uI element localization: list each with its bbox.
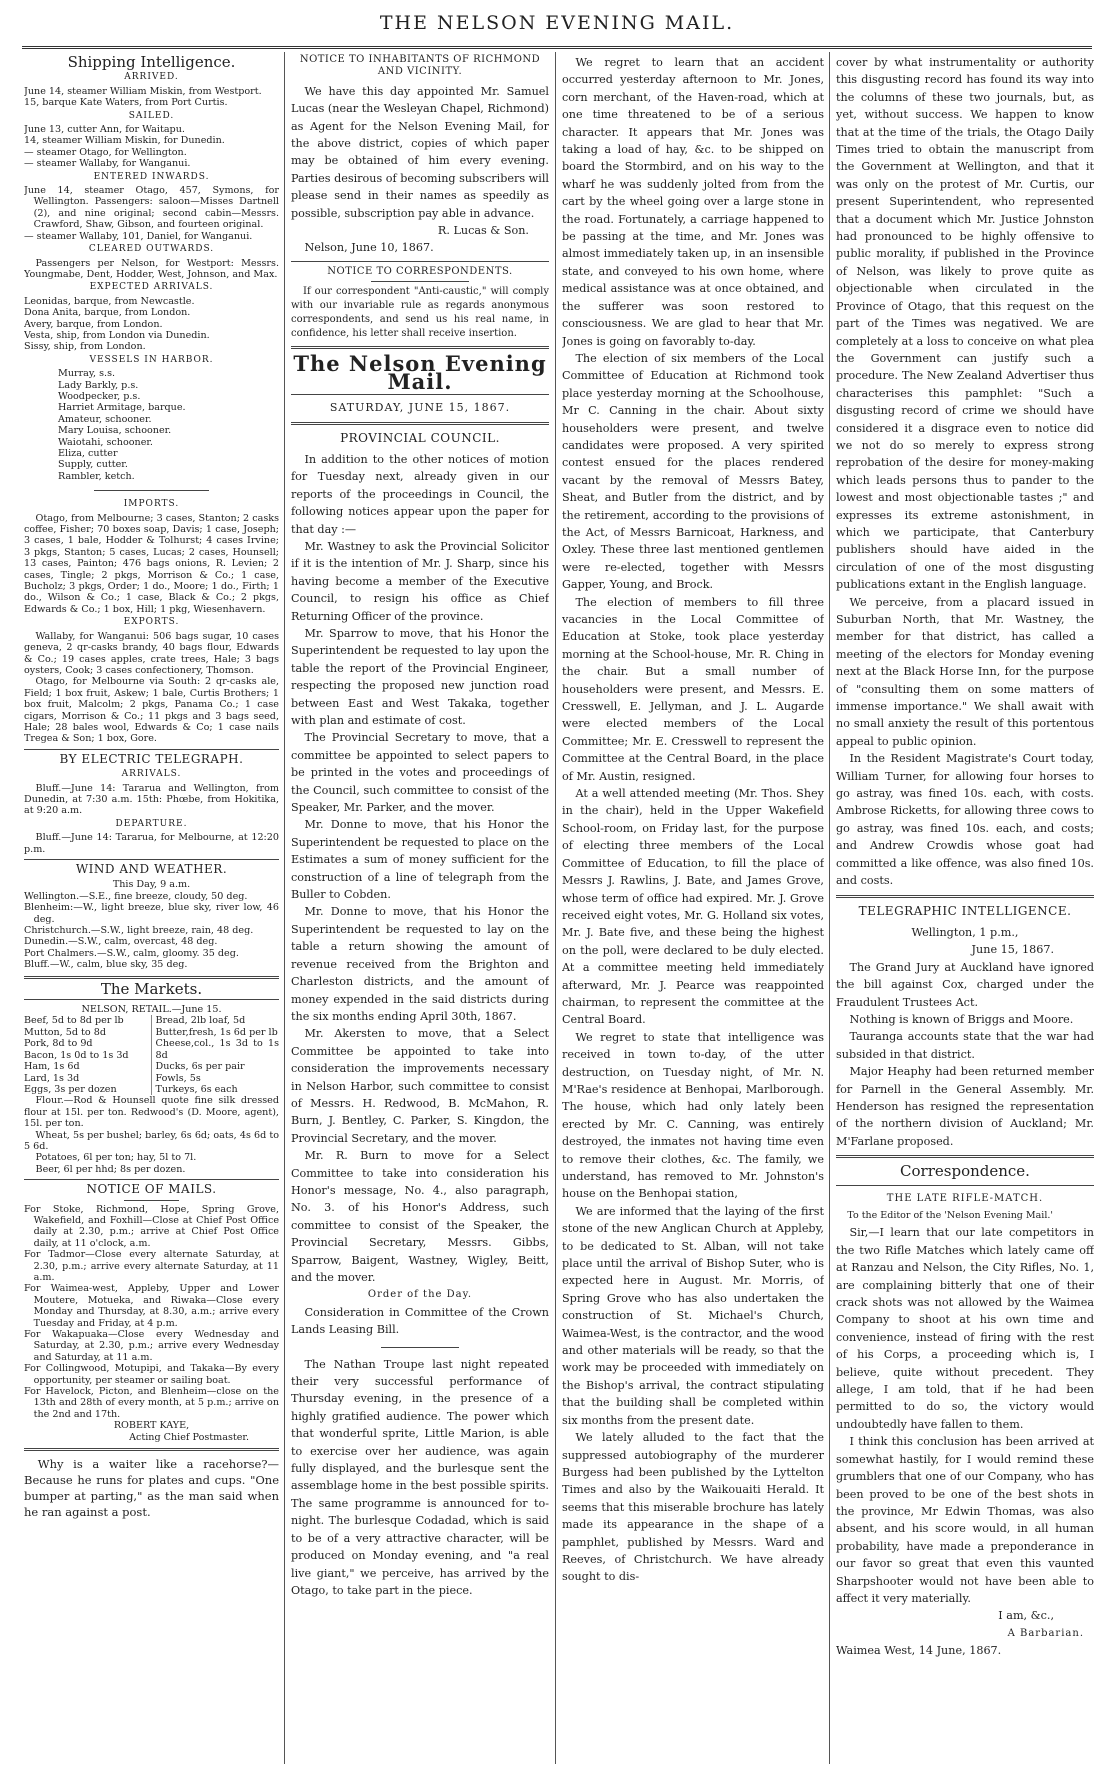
tel-arrivals: Bluff.—June 14: Tararua and Wellington, from Dunedin, at 7:30 a.m. 15th: Phœbe, from Hokitika, at 9:20 a.m.	[24, 782, 279, 817]
weather-item: Dunedin.—S.W., calm, overcast, 48 deg.	[24, 936, 218, 948]
council-paragraph: Mr. Sparrow to move, that his Honor the Superintendent be requested to lay upon the table the report of the Provincial Engineer, respecting the proposed new junction road between East and West Takaka, together with plan and estimate of cost.	[291, 626, 549, 727]
correspondence-title: Correspondence.	[900, 1162, 1030, 1181]
vessel-item: Lady Barkly, p.s.	[58, 379, 139, 391]
paper-date: SATURDAY, JUNE 15, 1867.	[329, 401, 511, 415]
weather-item: Port Chalmers.—S.W., calm, gloomy. 35 deg.	[24, 947, 239, 959]
vessel-item: Supply, cutter.	[58, 459, 128, 471]
market-note: Beer, 6l per hhd; 8s per dozen.	[35, 1163, 186, 1175]
notice-heading: NOTICE TO INHABITANTS OF RICHMOND AND VICINITY.	[299, 54, 541, 78]
mails-signature-title: Acting Chief Postmaster.	[129, 1431, 249, 1443]
mail-item: For Waimea-west, Appleby, Upper and Lower Moutere, Motueka, and Riwaka—Close every Monday and Thursday, at 8.30, a.m.; arrive every Tuesday and Friday, at 4 p.m.	[24, 1283, 279, 1329]
telegraphic-paragraph: Tauranga accounts state that the war had subsided in that district.	[836, 1030, 1094, 1061]
vessel-item: Eliza, cutter	[58, 448, 118, 459]
sailed-item: — steamer Wallaby, for Wanganui.	[24, 158, 191, 170]
divider	[24, 1448, 279, 1451]
divider	[371, 281, 469, 282]
price-item: Bread, 2lb loaf, 5d	[155, 1015, 246, 1027]
weather-item: Blenheim:—W., light breeze, blue sky, river low, 46 deg.	[24, 902, 279, 925]
vessel-item: Rambler, ketch.	[58, 470, 135, 482]
correspondents-body: If our correspondent "Anti-caustic," will comply with our invariable rule as regards anonymous correspondents, and send us his real name, in confidence, his letter shall receive insertion.	[291, 286, 549, 340]
letter-paragraph: I think this conclusion has been arrived at somewhat hastily, for I would remind these grumblers that one of our Company, who has been proved to be one of the best shots in the province, Mr Edwin Thomas, was also absent, and his score would, in all human probability, have made a preponderance in our favor so great that even this vaunted Sharpshooter would not have been able to affect it very materially.	[836, 1435, 1094, 1605]
column-shipping-markets	[24, 54, 279, 1764]
retail-prices	[24, 1015, 279, 1095]
news-paragraph: The election of six members of the Local Committee of Education at Richmond took place yesterday morning at the Schoolhouse, Mr C. Canning in the chair. About sixty householders were present, and twelve candidates were proposed. A very spirited contest ensued for the places rendered vacant by the removal of Messrs Batey, Sheat, and Butler from the district, and by the retirement, according to the provisions of the Act, of Messrs Barnicoat, Harkness, and Oxley. These three last mentioned gentlemen were re-elected, together with Messrs Gapper, Young, and Brock.	[562, 351, 824, 592]
to-editor: To the Editor of the 'Nelson Evening Mail.'	[847, 1210, 1054, 1221]
vessel-item: Mary Louisa, schooner.	[58, 425, 172, 437]
column-divider	[829, 52, 830, 1764]
correspondents-heading: NOTICE TO CORRESPONDENTS.	[327, 265, 513, 277]
mails-signature: ROBERT KAYE,	[113, 1420, 190, 1432]
expected-item: Sissy, ship, from London.	[24, 341, 146, 353]
news-paragraph: In the Resident Magistrate's Court today, William Turner, for allowing four horses to go astray, was fined 10s. each, with costs. Ambrose Ricketts, for allowing three cows to go astray, was fined 10s. each, and costs; and Andrew Crowdis whose goat had committed a like offence, was also fined 10s. and costs.	[836, 752, 1094, 888]
retail-heading: NELSON, RETAIL.—June 15.	[81, 1004, 222, 1016]
divider	[24, 976, 279, 979]
expected-item: Leonidas, barque, from Newcastle.	[24, 295, 195, 307]
weather-item: Christchurch.—S.W., light breeze, rain, 48 deg.	[24, 925, 254, 937]
entered-heading: ENTERED INWARDS.	[93, 171, 210, 182]
notice-signature: R. Lucas & Son.	[437, 224, 529, 238]
weather-heading: WIND AND WEATHER.	[75, 862, 228, 876]
tel-departure-heading: DEPARTURE.	[115, 818, 188, 829]
price-item: Cheese,col., 1s 3d to 1s 8d	[155, 1038, 279, 1061]
letter-signature: A Barbarian.	[1007, 1627, 1084, 1639]
notice-date: Nelson, June 10, 1867.	[304, 241, 434, 255]
paper-title: The Nelson Evening Mail.	[293, 351, 547, 394]
market-note: Potatoes, 6l per ton; hay, 5l to 7l.	[35, 1152, 197, 1164]
expected-heading: EXPECTED ARRIVALS.	[89, 282, 214, 293]
divider	[94, 490, 209, 491]
vessel-item: Woodpecker, p.s.	[58, 390, 141, 402]
telegraphic-paragraph: Major Heaphy had been returned member for Parnell in the General Assembly. Mr. Henderson has resigned the representation of the northern division of Auckland; Mr. M'Farlane proposed.	[836, 1065, 1094, 1148]
divider	[836, 1155, 1094, 1158]
mail-item: For Havelock, Picton, and Blenheim—close on the 13th and 28th of every month, at 5 p.m.; arrive on the 2nd and 17th.	[24, 1386, 279, 1420]
markets-title: The Markets.	[100, 979, 203, 998]
mail-item: For Stoke, Richmond, Hope, Spring Grove, Wakefield, and Foxhill—Close at Chief Post Office daily at 2.30, p.m.; arrive at Chief Post Office daily, at 11 o'clock, a.m.	[24, 1203, 279, 1249]
mail-item: For Wakapuaka—Close every Wednesday and Saturday, at 2.30, p.m.; arrive every Wednesday and Saturday, at 11 a.m.	[24, 1329, 279, 1363]
mail-item: For Tadmor—Close every alternate Saturday, at 2.30, p.m.; arrive every alternate Saturday, at 11 a.m.	[24, 1249, 279, 1283]
news-paragraph: At a well attended meeting (Mr. Thos. Shey in the chair), held in the Upper Wakefield School-room, on Friday last, for the purpose of electing three members of the Local Committee of Education, to fill the place of Messrs J. Rawlins, J. Bate, and James Grove, whose term of office had expired. Mr. J. Grove received eight votes, Mr. G. Holland six votes, Mr. J. Bate five, and these being the highest on the poll, were declared to be duly elected. At a committee meeting held immediately afterward, Mr. J. Pearce was reappointed chairman, to represent the committee at the Central Board.	[562, 787, 824, 1027]
divider	[291, 261, 549, 262]
arrived-heading: ARRIVED.	[124, 72, 179, 83]
rifle-heading: THE LATE RIFLE-MATCH.	[886, 1192, 1044, 1204]
price-item: Turkeys, 6s each	[155, 1083, 238, 1095]
sailed-heading: SAILED.	[128, 110, 175, 121]
news-paragraph: We perceive, from a placard issued in Suburban North, that Mr. Wastney, the member for that district, has called a meeting of the electors for Monday evening next at the Black Horse Inn, for the purpose of "consulting them on some matters of immense importance." We shall await with no small anxiety the result of this portentous appeal to public opinion.	[836, 595, 1094, 748]
exports-text: Otago, for Melbourne via South: 2 qr-casks ale, Field; 1 box fruit, Askew; 1 bale, Curtis Brothers; 1 box fruit, Malcolm; 2 pkgs, Panama Co.; 1 case cigars, Morrison & Co.; 11 pkgs and 3 bags seed, Hale; 28 bales wool, Edwards & Co; 1 case nails Tregea & Son; 1 box, Gore.	[24, 676, 279, 745]
column-telegraph-correspondence	[836, 54, 1094, 1764]
telegraphic-heading: TELEGRAPHIC INTELLIGENCE.	[858, 903, 1072, 918]
council-paragraph: Mr. Donne to move, that his Honor the Superintendent be requested to lay on the table a return showing the amount of revenue received from the Brighton and Charleston districts, and the amount of money expended in the said districts during the six months ending April 30th, 1867.	[291, 905, 549, 1023]
joke-text: Why is a waiter like a racehorse?—Because he runs for plates and cups. "One bumper at parting," as the man said when he ran against a post.	[24, 1457, 279, 1520]
news-paragraph: cover by what instrumentality or authority this disgusting record has found its way into the columns of these two journals, but, as yet, without success. We happen to know that at the time of the trials, the Otago Daily Times tried to obtain the manuscript from the Government at Wellington, and that it was only on the protest of Mr. Curtis, our present Superintendent, who represented that a document which Mr. Justice Johnston had pronounced to be highly offensive to public morality, if published in the Province of Nelson, was likely to prove quite as objectionable when circulated in the Province of Otago, that this request on the part of the Times was negatived. We are completely at a loss to conceive on what plea the Government can justify such a procedure. The New Zealand Advertiser thus characterises this pamphlet: "Such a disgusting record of crime we should have considered it a disgrace even to notice did we not do so merely to express strong reprobation of the desire for money-making which leads persons thus to pander to the lowest and most objectionable tastes ;" and expresses its extreme astonishment, in which we participate, that Canterbury publishers should have aided in the circulation of one of the most disgusting publications extant in the English language.	[836, 56, 1094, 592]
order-heading: Order of the Day.	[367, 1289, 473, 1301]
tel-arrivals-heading: ARRIVALS.	[121, 769, 182, 780]
exports-text: Wallaby, for Wanganui: 506 bags sugar, 10 cases geneva, 2 qr-casks brandy, 40 bags flour, Edwards & Co.; 19 cases apples, crate trees, Hale; 3 bags oysters, Cook; 3 cases confectionery, Thomson.	[24, 630, 279, 676]
vessel-item: Amateur, schooner.	[58, 413, 152, 425]
news-paragraph: We lately alluded to the fact that the suppressed autobiography of the murderer Burgess had been published by the Lyttelton Times and also by the Waikouaiti Herald. It seems that this miserable brochure has lately made its appearance in the shape of a pamphlet, published by Messrs. Ward and Reeves, of Christchurch. We have already sought to dis-	[562, 1431, 824, 1584]
cleared-item: Passengers per Nelson, for Westport: Messrs. Youngmabe, Dent, Hodder, West, Johnson, and Max.	[24, 257, 279, 280]
news-paragraph: We regret to state that intelligence was received in town to-day, of the utter destruction, on Tuesday night, of Mr. N. M'Rae's residence at Benhopai, Marlborough. The house, which had only lately been erected by Mr. C. Canning, was entirely destroyed, the inmates not having time even to remove their clothes, &c. The family, we understand, has removed to Mr. Johnston's house on the Benhopai station,	[562, 1030, 824, 1201]
divider	[24, 749, 279, 750]
news-paragraph: The election of members to fill three vacancies in the Local Committee of Education at Stoke, took place yesterday morning at the School-house, Mr. R. Ching in the chair. But a small number of householders were present, and Messrs. E. Cresswell, E. Jellyman, and J. L. Augarde were elected members of the Local Committee; Mr. E. Cresswell to represent the Committee at the Central Board, in the place of Mr. Austin, resigned.	[562, 595, 824, 783]
sailed-item: June 13, cutter Ann, for Waitapu.	[24, 124, 185, 136]
price-item: Ducks, 6s per pair	[155, 1061, 245, 1073]
arrived-item: 15, barque Kate Waters, from Port Curtis.	[24, 97, 228, 109]
council-paragraph: Mr. R. Burn to move for a Select Committee to take into consideration his Honor's message, No. 4., also paragraph, No. 3. of his Honor's Address, such committee to consist of the Speaker, the Provincial Secretary, Messrs. Gibbs, Sparrow, Baigent, Wastney, Wigley, Beitt, and the mover.	[291, 1149, 549, 1284]
mail-item: For Collingwood, Motupipi, and Takaka—By every opportunity, per steamer or sailing boat.	[24, 1363, 279, 1386]
divider	[124, 1200, 179, 1201]
newspaper-title: THE NELSON EVENING MAIL.	[379, 12, 735, 34]
entered-item: — steamer Wallaby, 101, Daniel, for Wanganui.	[24, 230, 253, 242]
vessel-item: Murray, s.s.	[58, 368, 116, 380]
market-note: Wheat, 5s per bushel; barley, 6s 6d; oats, 4s 6d to 5 6d.	[24, 1129, 279, 1152]
telegraphic-paragraph: The Grand Jury at Auckland have ignored the bill against Cox, charged under the Fraudulent Trustees Act.	[836, 960, 1094, 1009]
divider	[24, 999, 279, 1000]
price-item: Lard, 1s 3d	[24, 1072, 80, 1084]
telegraphic-date: June 15, 1867.	[971, 943, 1054, 957]
masthead-rule	[22, 46, 1092, 49]
weather-item: Bluff.—W., calm, blue sky, 35 deg.	[24, 959, 188, 971]
news-paragraph: We regret to learn that an accident occurred yesterday afternoon to Mr. Jones, corn merchant, of the Haven-road, which at one time threatened to be of a serious character. It appears that Mr. Jones was taking a load of hay, &c. to be shipped on board the Stormbird, and on his way to the wharf he was suddenly jolted from from the cart by the wheel going over a large stone in the road. Fortunately, a carriage happened to be passing at the time, and Mr. Jones was almost immediately taken up, in an insensible state, and conveyed to his own home, where medical assistance was at once obtained, and the sufferer was soon restored to consciousness. We are glad to hear that Mr. Jones is going on favorably to-day.	[562, 56, 824, 348]
shipping-title: Shipping Intelligence.	[67, 54, 236, 71]
news-paragraph: We are informed that the laying of the first stone of the new Anglican Church at Appleby, to be dedicated to St. Alban, will not take place until the arrival of Bishop Suter, who is expected here in August. Mr. Morris, of Spring Grove who has also undertaken the construction of St. Michael's Church, Waimea-West, is the contractor, and the wood and other materials will be ready, so that the work may be proceeded with immediately on the Bishop's arrival, the contract stipulating that the building shall be completed within six months from the present date.	[562, 1204, 824, 1427]
price-item: Fowls, 5s	[155, 1072, 201, 1084]
imports-heading: IMPORTS.	[123, 499, 180, 510]
divider	[24, 859, 279, 860]
telegraphic-paragraph: Nothing is known of Briggs and Moore.	[849, 1012, 1074, 1026]
tel-departure: Bluff.—June 14: Tararua, for Melbourne, at 12:20 p.m.	[24, 832, 279, 855]
imports-text: Otago, from Melbourne; 3 cases, Stanton; 2 casks coffee, Fisher; 70 boxes soap, Davis; 1 case, Joseph; 3 cases, 1 bale, Hodder & Tolhurst; 4 cases Irvine; 3 pkgs, Stanton; 5 cases, Lucas; 2 cases, Hounsell; 13 cases, Painton; 476 bags onions, R. Levien; 2 cases, Tingle; 2 pkgs, Morrison & Co.; 1 case, Bucholz; 3 pkgs, Order; 1 do., Moore; 1 do., Firth; 1 do., Wilson & Co.; 1 case, Black & Co.; 2 pkgs, Edwards & Co.; 1 box, Hill; 1 pkg, Wiesenhavern.	[24, 512, 279, 615]
council-paragraph: The Provincial Secretary to move, that a committee be appointed to select papers to be printed in the votes and proceedings of the Council, such committee to consist of the Speaker, Mr. Parker, and the mover.	[291, 731, 549, 815]
price-item: Butter,fresh, 1s 6d per lb	[155, 1026, 278, 1038]
weather-day: This Day, 9 a.m.	[112, 879, 191, 891]
masthead	[0, 0, 1114, 42]
vessels-heading: VESSELS IN HARBOR.	[89, 354, 214, 365]
council-paragraph: In addition to the other notices of motion for Tuesday next, already given in our reports of the proceedings in Council, the following notices appear upon the paper for that day :—	[291, 452, 549, 536]
telegraph-heading: BY ELECTRIC TELEGRAPH.	[59, 751, 244, 766]
expected-item: Vesta, ship, from London via Dunedin.	[24, 329, 210, 341]
divider	[291, 394, 549, 395]
divider	[836, 895, 1094, 898]
telegraphic-place: Wellington, 1 p.m.,	[911, 925, 1019, 939]
letter-place-date: Waimea West, 14 June, 1867.	[836, 1644, 1002, 1658]
column-local-news	[562, 54, 824, 1764]
column-divider	[555, 52, 556, 1764]
letter-paragraph: Sir,—I learn that our late competitors in the two Rifle Matches which lately came off at Ranzau and Nelson, the City Rifles, No. 1, are complaining bitterly that one of their crack shots was not allowed by the Waimea Company to shoot at his own time and convenience, instead of firing with the rest of his Corps, a proceeding which is, I believe, quite without precedent. They allege, I am told, that if he had been permitted to do so, the victory would undoubtedly have fallen to them.	[836, 1226, 1094, 1431]
price-item: Eggs, 3s per dozen	[24, 1083, 117, 1095]
expected-item: Avery, barque, from London.	[24, 318, 163, 330]
mails-heading: NOTICE OF MAILS.	[86, 1182, 217, 1197]
column-divider	[284, 52, 285, 1764]
expected-item: Dona Anita, barque, from London.	[24, 307, 191, 319]
price-item: Pork, 8d to 9d	[24, 1038, 93, 1050]
sailed-item: 14, steamer William Miskin, for Dunedin.	[24, 135, 225, 147]
price-item: Mutton, 5d to 8d	[24, 1026, 106, 1038]
notice-body: We have this day appointed Mr. Samuel Lucas (near the Wesleyan Chapel, Richmond) as Agent for the Nelson Evening Mail, for the above district, copies of which paper may be obtained of him every evening. Parties desirous of becoming subscribers will please send in their names as speedily as possible, subscription pay able in advance.	[291, 84, 549, 220]
price-item: Bacon, 1s 0d to 1s 3d	[24, 1049, 129, 1061]
weather-item: Wellington.—S.E., fine breeze, cloudy, 50 deg.	[24, 890, 248, 902]
council-paragraph: Mr. Akersten to move, that a Select Committee be appointed to take into consideration the improvements necessary in Nelson Harbor, such committee to consist of Messrs. H. Redwood, B. McMahon, R. Burn, J. Bentley, C. Parker, S. Kingdon, the Provincial Secretary, and the mover.	[291, 1027, 549, 1145]
divider	[291, 346, 549, 349]
divider	[24, 1179, 279, 1180]
column-council	[291, 54, 549, 1764]
vessel-item: Harriet Armitage, barque.	[58, 402, 186, 414]
cleared-heading: CLEARED OUTWARDS.	[88, 244, 215, 255]
troupe-paragraph: The Nathan Troupe last night repeated their very successful performance of Thursday evening, in the presence of a highly gratified audience. The power which that wonderful sprite, Little Marion, is able to exercise over her audience, was again fully displayed, and the burlesque sent the assemblage home in the best possible spirits. The same programme is announced for to-night. The burlesque Codadad, which is said to be of a very attractive character, will be produced on Monday evening, and "a real live giant," we perceive, has arrived by the Otago, to take part in the piece.	[291, 1357, 549, 1597]
order-body: Consideration in Committee of the Crown Lands Leasing Bill.	[291, 1305, 549, 1337]
council-heading: PROVINCIAL COUNCIL.	[340, 430, 500, 445]
market-note: Flour.—Rod & Hounsell quote fine silk dressed flour at 15l. per ton. Redwood's (D. Moore, agent), 15l. per ton.	[24, 1095, 279, 1130]
divider	[836, 1185, 1094, 1186]
price-item: Beef, 5d to 8d per lb	[24, 1015, 124, 1027]
exports-heading: EXPORTS.	[123, 617, 180, 628]
letter-closing: I am, &c.,	[998, 1609, 1054, 1623]
divider	[291, 422, 549, 425]
entered-item: June 14, steamer Otago, 457, Symons, for Wellington. Passengers: saloon—Misses Dartnell (2), and nine original; second cabin—Messrs. Crawford, Shaw, Gibson, and fourteen original.	[24, 185, 279, 231]
price-item: Ham, 1s 6d	[24, 1061, 80, 1073]
vessel-item: Waiotahi, schooner.	[58, 436, 153, 448]
council-paragraph: Mr. Wastney to ask the Provincial Solicitor if it is the intention of Mr. J. Sharp, since his having become a member of the Executive Council, to resign his office as Chief Returning Officer of the province.	[291, 539, 549, 623]
council-paragraph: Mr. Donne to move, that his Honor the Superintendent be requested to place on the Estimates a sum of money sufficient for the construction of a line of telegraph from the Buller to Cobden.	[291, 818, 549, 902]
sailed-item: — steamer Otago, for Wellington.	[24, 146, 187, 158]
arrived-item: June 14, steamer William Miskin, from Westport.	[24, 85, 262, 97]
divider	[381, 1347, 459, 1348]
